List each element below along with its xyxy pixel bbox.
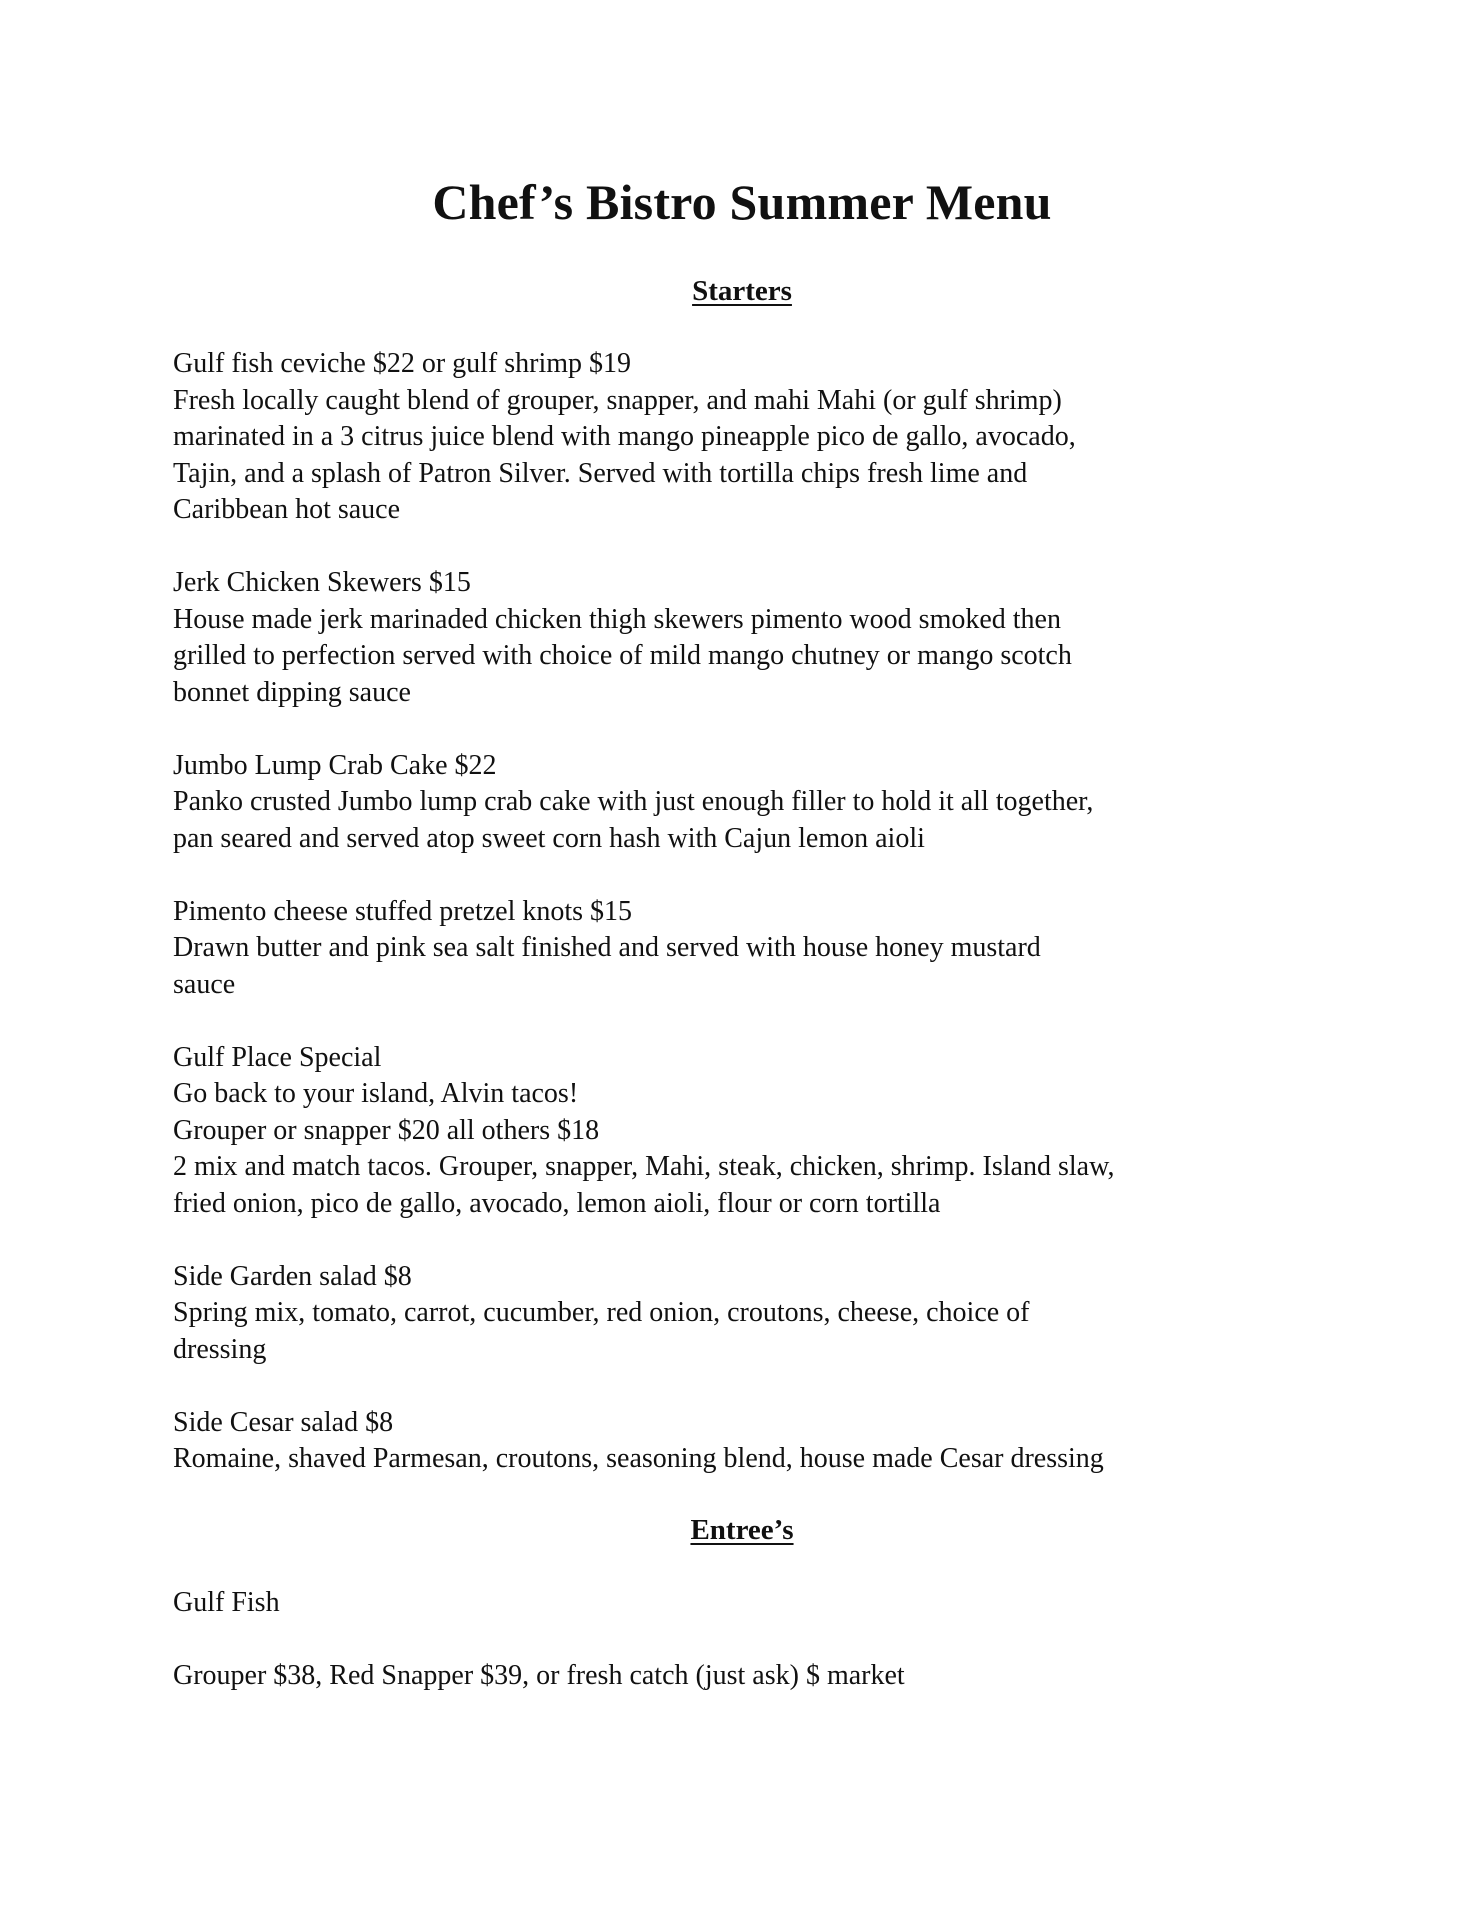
menu-item-line: Fresh locally caught blend of grouper, snapper, and mahi Mahi (or gulf shrimp)	[173, 384, 1062, 416]
menu-item-line: Gulf fish ceviche $22 or gulf shrimp $19	[173, 348, 632, 379]
menu-item-line: Drawn butter and pink sea salt finished and served with house honey mustard	[173, 932, 1041, 963]
menu-item-line: Side Garden salad $8	[173, 1260, 412, 1292]
menu-item-line: Pimento cheese stuffed pretzel knots $15	[173, 895, 633, 927]
menu-item-line: Spring mix, tomato, carrot, cucumber, red onion, croutons, cheese, choice of	[173, 1297, 1030, 1328]
menu-item-line: Go back to your island, Alvin tacos!	[173, 1078, 579, 1109]
menu-title: Chef’s Bistro Summer Menu	[432, 174, 1052, 230]
menu-item-line: Panko crusted Jumbo lump crab cake with just enough filler to hold it all together,	[173, 786, 1094, 817]
menu-item-line: grilled to perfection served with choice of mild mango chutney or mango scotch	[173, 640, 1072, 671]
menu-item-line: Grouper $38, Red Snapper $39, or fresh catch (just ask) $ market	[173, 1660, 905, 1691]
menu-item	[173, 1259, 1313, 1369]
menu-item-line: Romaine, shaved Parmesan, croutons, seasoning blend, house made Cesar dressing	[173, 1443, 1104, 1474]
entrees-list	[173, 1585, 1313, 1695]
menu-item-line: marinated in a 3 citrus juice blend with mango pineapple pico de gallo, avocado,	[173, 421, 1076, 452]
menu-item-line: pan seared and served atop sweet corn hash with Cajun lemon aioli	[173, 822, 925, 854]
menu-item-line: 2 mix and match tacos. Grouper, snapper, Mahi, steak, chicken, shrimp. Island slaw,	[173, 1151, 1115, 1182]
menu-item	[173, 748, 1313, 858]
section-heading-entrees: Entree’s	[690, 1514, 794, 1546]
menu-item-line: Gulf Fish	[173, 1587, 280, 1618]
menu-item-line: Jerk Chicken Skewers $15	[173, 567, 471, 598]
menu-item-line: Side Cesar salad $8	[173, 1406, 394, 1438]
menu-item	[173, 1658, 1313, 1695]
menu-item-line: bonnet dipping sauce	[173, 676, 411, 708]
starters-list	[173, 346, 1313, 1478]
menu-item	[173, 1040, 1313, 1223]
menu-item-line: fried onion, pico de gallo, avocado, lemon aioli, flour or corn tortilla	[173, 1187, 941, 1219]
menu-item	[173, 894, 1313, 1004]
menu-item-line: House made jerk marinaded chicken thigh skewers pimento wood smoked then	[173, 603, 1061, 635]
menu-item-line: dressing	[173, 1333, 267, 1365]
menu-item-line: sauce	[173, 968, 236, 1000]
menu-item	[173, 1585, 1313, 1622]
menu-item-line: Tajin, and a splash of Patron Silver. Served with tortilla chips fresh lime and	[173, 457, 1028, 489]
menu-item	[173, 565, 1313, 711]
menu-item-line: Gulf Place Special	[173, 1041, 382, 1073]
menu-item	[173, 1405, 1313, 1478]
section-heading-starters: Starters	[692, 275, 792, 307]
menu-item-line: Jumbo Lump Crab Cake $22	[173, 749, 497, 781]
menu-item	[173, 346, 1313, 529]
menu-item-line: Caribbean hot sauce	[173, 494, 401, 525]
menu-item-line: Grouper or snapper $20 all others $18	[173, 1114, 600, 1146]
